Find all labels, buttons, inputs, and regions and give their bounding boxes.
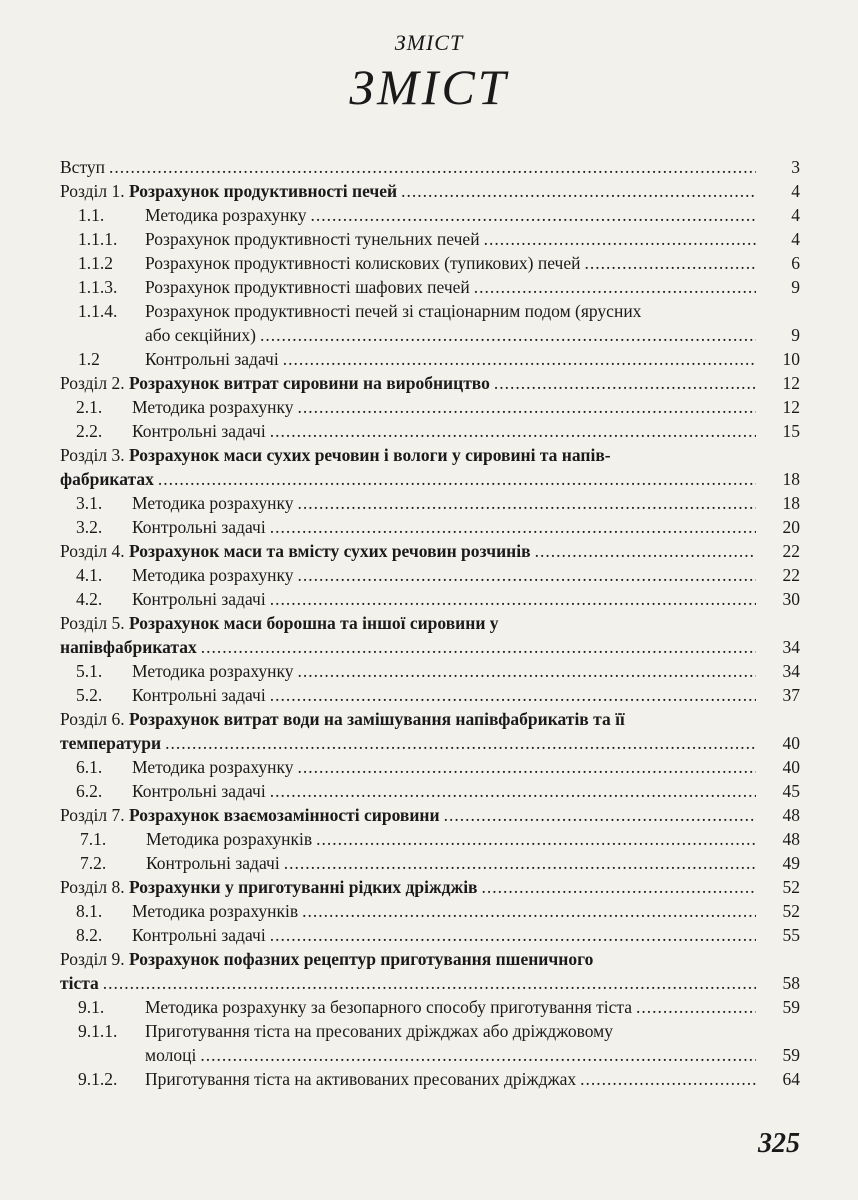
toc-entry-section-9[interactable]: Розділ 9. Розрахунок пофазних рецептур приготування пшеничного тіста ..... 58 xyxy=(60,947,800,995)
toc-entry-intro[interactable]: Вступ ..... 3 xyxy=(60,155,800,179)
toc-entry-9-1-1[interactable]: 9.1.1. Приготування тіста на пресованих дріжджах або дріжджовому молоці ..... 59 xyxy=(60,1019,800,1067)
page-number: 325 xyxy=(758,1128,800,1159)
table-of-contents xyxy=(60,155,800,1091)
toc-entry-8-1[interactable]: 8.1. Методика розрахунків ..... 52 xyxy=(60,899,800,923)
toc-entry-1-1[interactable]: 1.1. Методика розрахунку ..... 4 xyxy=(60,203,800,227)
toc-entry-4-2[interactable]: 4.2. Контрольні задачі ..... 30 xyxy=(60,587,800,611)
toc-entry-section-4[interactable]: Розділ 4. Розрахунок маси та вмісту сухих речовин розчинів ..... 22 xyxy=(60,539,800,563)
toc-entry-3-1[interactable]: 3.1. Методика розрахунку ..... 18 xyxy=(60,491,800,515)
toc-entry-8-2[interactable]: 8.2. Контрольні задачі ..... 55 xyxy=(60,923,800,947)
toc-entry-6-1[interactable]: 6.1. Методика розрахунку ..... 40 xyxy=(60,755,800,779)
toc-entry-5-2[interactable]: 5.2. Контрольні задачі ..... 37 xyxy=(60,683,800,707)
toc-entry-3-2[interactable]: 3.2. Контрольні задачі ..... 20 xyxy=(60,515,800,539)
toc-entry-9-1[interactable]: 9.1. Методика розрахунку за безопарного способу приготування тіста ..... 59 xyxy=(60,995,800,1019)
toc-entry-2-2[interactable]: 2.2. Контрольні задачі ..... 15 xyxy=(60,419,800,443)
toc-entry-1-1-4[interactable]: 1.1.4. Розрахунок продуктивності печей зі стаціонарним подом (ярусних або секційних) ..... 9 xyxy=(60,299,800,347)
toc-entry-7-1[interactable]: 7.1. Методика розрахунків ..... 48 xyxy=(60,827,800,851)
toc-entry-1-1-1[interactable]: 1.1.1. Розрахунок продуктивності тунельних печей ..... 4 xyxy=(60,227,800,251)
toc-entry-section-8[interactable]: Розділ 8. Розрахунки у приготуванні рідких дріжджів ..... 52 xyxy=(60,875,800,899)
toc-entry-2-1[interactable]: 2.1. Методика розрахунку ..... 12 xyxy=(60,395,800,419)
toc-entry-9-1-2[interactable]: 9.1.2. Приготування тіста на активованих пресованих дріжджах ..... 64 xyxy=(60,1067,800,1091)
toc-entry-1-2[interactable]: 1.2 Контрольні задачі ..... 10 xyxy=(60,347,800,371)
toc-entry-section-3[interactable]: Розділ 3. Розрахунок маси сухих речовин і вологи у сировині та напів- фабрикатах ..... 18 xyxy=(60,443,800,491)
toc-entry-section-1[interactable]: Розділ 1. Розрахунок продуктивності печей ..... 4 xyxy=(60,179,800,203)
toc-entry-1-1-2[interactable]: 1.1.2 Розрахунок продуктивності колискових (тупикових) печей ..... 6 xyxy=(60,251,800,275)
running-head: ЗМІСТ xyxy=(394,30,464,55)
toc-entry-5-1[interactable]: 5.1. Методика розрахунку ..... 34 xyxy=(60,659,800,683)
toc-entry-4-1[interactable]: 4.1. Методика розрахунку ..... 22 xyxy=(60,563,800,587)
toc-entry-section-7[interactable]: Розділ 7. Розрахунок взаємозамінності сировини ..... 48 xyxy=(60,803,800,827)
toc-entry-1-1-3[interactable]: 1.1.3. Розрахунок продуктивності шафових печей ..... 9 xyxy=(60,275,800,299)
toc-entry-7-2[interactable]: 7.2. Контрольні задачі ..... 49 xyxy=(60,851,800,875)
page-title: ЗМІСТ xyxy=(349,59,509,115)
toc-entry-section-5[interactable]: Розділ 5. Розрахунок маси борошна та іншої сировини у напівфабрикатах ..... 34 xyxy=(60,611,800,659)
toc-entry-section-6[interactable]: Розділ 6. Розрахунок витрат води на замішування напівфабрикатів та її температури ..... 40 xyxy=(60,707,800,755)
toc-entry-6-2[interactable]: 6.2. Контрольні задачі ..... 45 xyxy=(60,779,800,803)
toc-entry-section-2[interactable]: Розділ 2. Розрахунок витрат сировини на виробництво ..... 12 xyxy=(60,371,800,395)
